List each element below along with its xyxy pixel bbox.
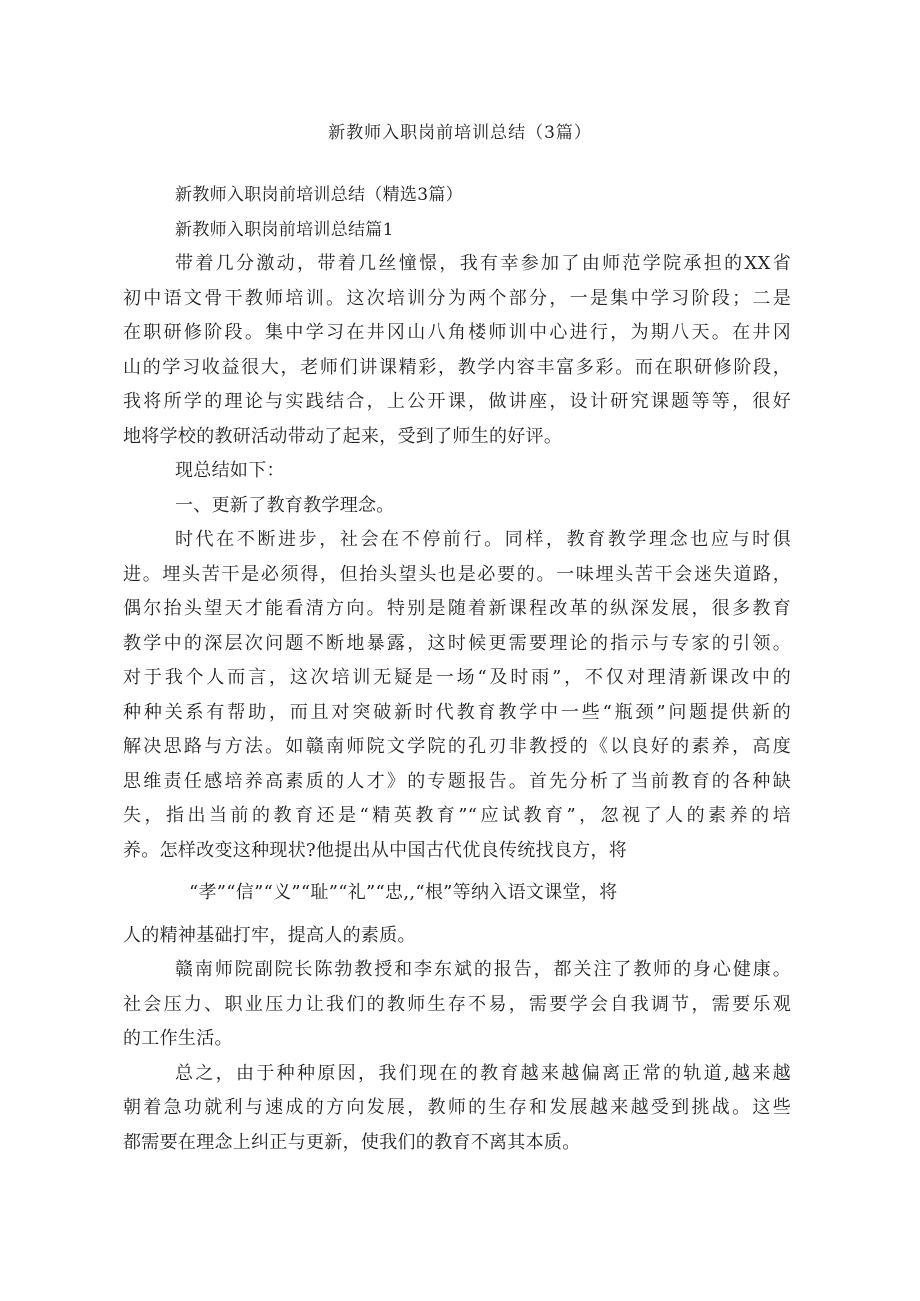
paragraph-line: 进。埋头苦干是必须得，但抬头望头也是必要的。一味埋头苦干会迷失道路， — [123, 563, 791, 585]
paragraph-line: 失，指出当前的教育还是“精英教育”“应试教育”，忽视了人的素养的培 — [123, 805, 791, 826]
paragraph-line: 教学中的深层次问题不断地暴露，这时候更需要理论的指示与专家的引领。 — [123, 632, 791, 654]
paragraph-line: 种种关系有帮助，而且对突破新时代教育教学中一些“瓶颈”问题提供新的 — [123, 701, 791, 723]
paragraph-line: 社会压力、职业压力让我们的教师生存不易，需要学会自我调节，需要乐观 — [123, 993, 791, 1015]
paragraph-line: 对于我个人而言，这次培训无疑是一场“及时雨”，不仅对理清新课改中的 — [123, 667, 791, 688]
paragraph-line: 带着几分激动，带着几丝憧憬，我有幸参加了由师范学院承担的XX省 — [175, 253, 791, 274]
paragraph-line: 赣南师院副院长陈勃教授和李东斌的报告，都关注了教师的身心健康。 — [175, 959, 791, 980]
paragraph-line: 人的精神基础打牢，提高人的素质。 — [123, 924, 416, 946]
paragraph-4 — [123, 1057, 791, 1161]
paragraph-line: 地将学校的教研活动带动了起来，受到了师生的好评。 — [123, 425, 563, 447]
paragraph-line: 初中语文骨干教师培训。这次培训分为两个部分，一是集中学习阶段；二是 — [123, 287, 791, 309]
document-subtitle: 新教师入职岗前培训总结（精选3篇） — [175, 185, 463, 205]
paragraph-line: 的工作生活。 — [123, 1028, 233, 1049]
paragraph-3 — [123, 953, 791, 1057]
paragraph-line-quote: “孝”“信”“义”“耻”“礼”“忠,,“根”等纳入语文课堂，将 — [189, 882, 618, 903]
section-heading: 新教师入职岗前培训总结篇1 — [175, 219, 394, 240]
paragraph-line: 偶尔抬头望天才能看清方向。特别是随着新课程改革的纵深发展，很多教育 — [123, 598, 791, 619]
paragraph-2 — [123, 523, 791, 953]
paragraph-line: 时代在不断进步，社会在不停前行。同样，教育教学理念也应与时俱 — [175, 529, 791, 550]
summary-intro: 现总结如下： — [175, 460, 285, 481]
paragraph-line: 总之，由于种种原因，我们现在的教育越来越偏离正常的轨道,越来越 — [175, 1062, 791, 1084]
paragraph-1 — [123, 247, 791, 454]
paragraph-line: 我将所学的理论与实践结合，上公开课，做讲座，设计研究课题等等，很好 — [123, 391, 791, 412]
paragraph-line: 朝着急功就利与速成的方向发展，教师的生存和发展越来越受到挑战。这些 — [123, 1097, 791, 1118]
paragraph-line: 养。怎样改变这种现状?他提出从中国古代优良传统找良方，将 — [123, 839, 628, 861]
paragraph-line: 解决思路与方法。如赣南师院文学院的孔刃非教授的《以良好的素养，高度 — [123, 736, 791, 757]
document-body — [123, 178, 791, 1160]
paragraph-line: 在职研修阶段。集中学习在井冈山八角楼师训中心进行，为期八天。在井冈 — [123, 322, 791, 343]
paragraph-line: 思维责任感培养高素质的人才》的专题报告。首先分析了当前教育的各种缺 — [123, 770, 791, 792]
paragraph-line: 山的学习收益很大，老师们讲课精彩，教学内容丰富多彩。而在职研修阶段， — [123, 356, 791, 378]
point-1-heading: 一、更新了教育教学理念。 — [175, 494, 395, 516]
paragraph-line: 都需要在理念上纠正与更新，使我们的教育不离其本质。 — [123, 1131, 581, 1153]
document-title: 新教师入职岗前培训总结（3篇） — [328, 123, 592, 143]
